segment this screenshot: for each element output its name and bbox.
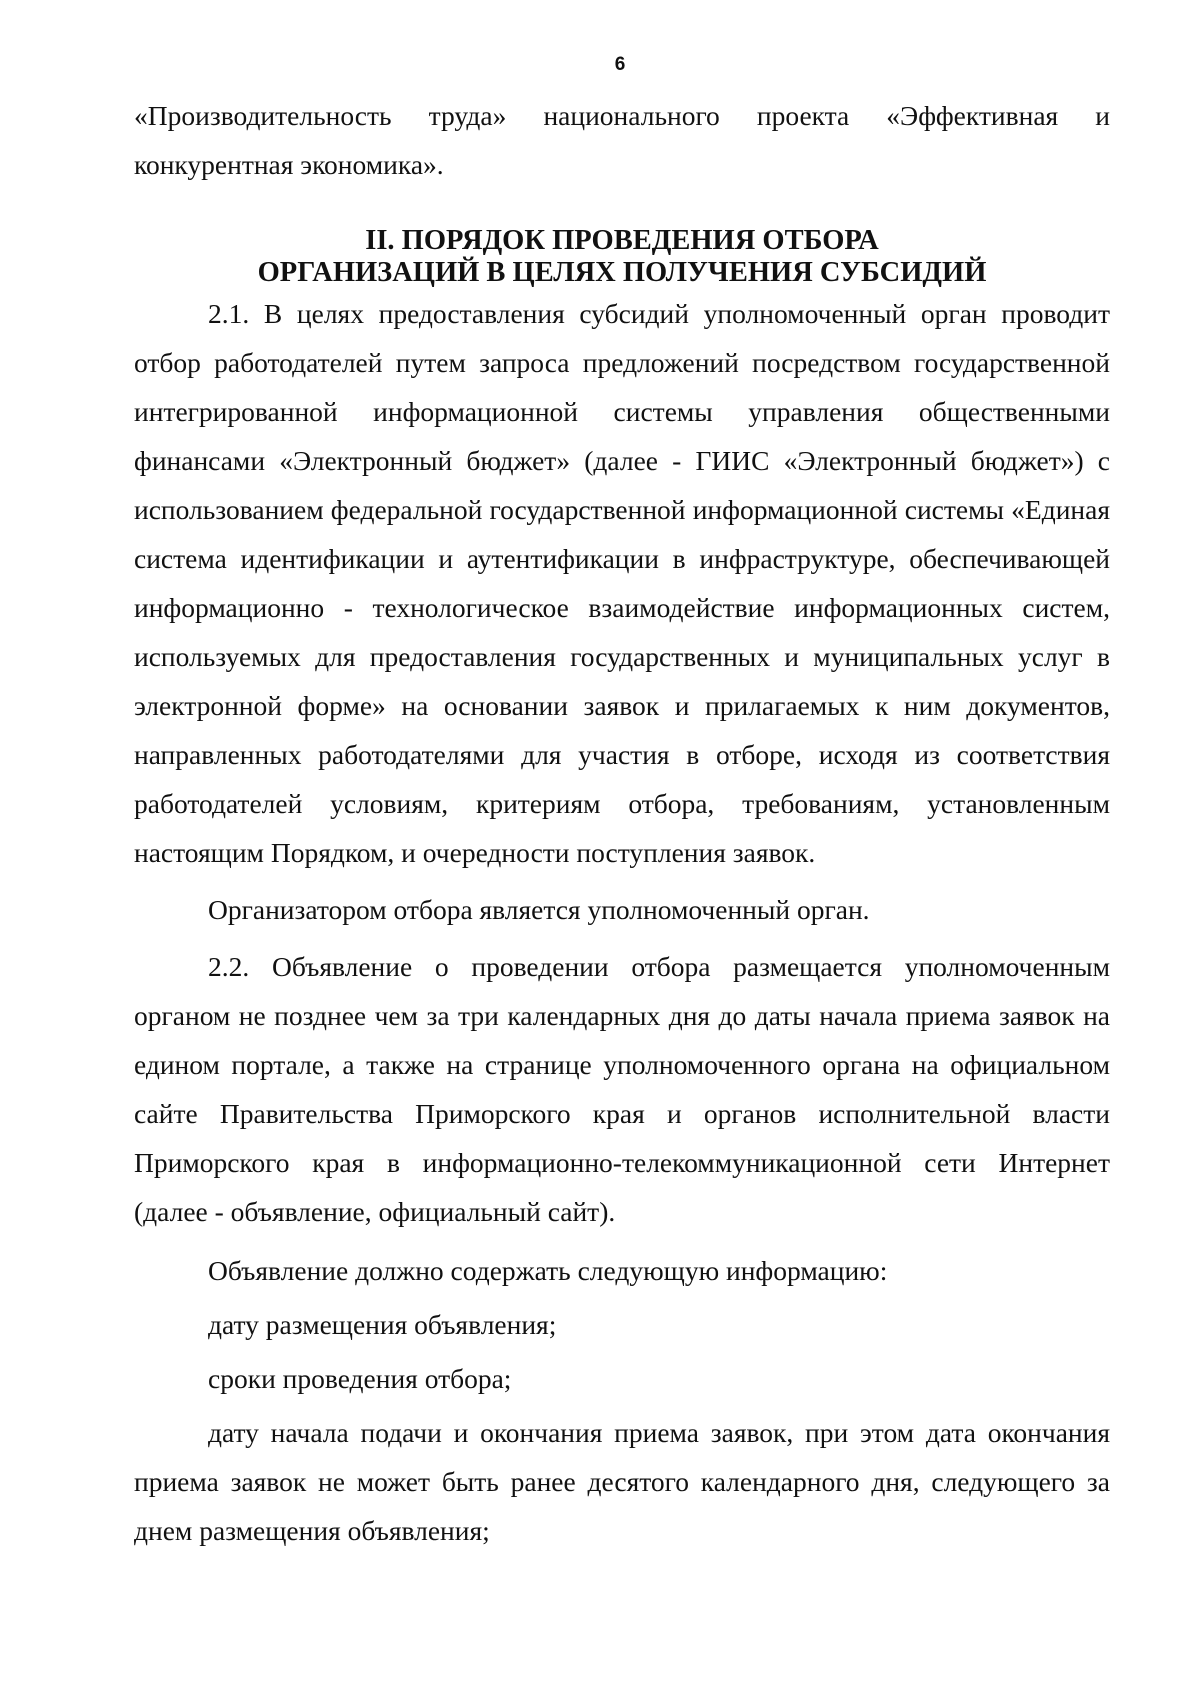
list-item-application-dates: дату начала подачи и окончания приема заявок, при этом дата окончания приема заявок не может быть ранее десятого календарного дня, следующего за днем размещения объявления; <box>134 1417 1110 1546</box>
list-item-posting-date: дату размещения объявления; <box>208 1309 557 1340</box>
list-item-selection-period: сроки проведения отбора; <box>208 1363 512 1394</box>
paragraph-2-2: 2.2. Объявление о проведении отбора размещается уполномоченным органом не позднее чем за три календарных дня до даты начала приема заявок на едином портале, а также на странице уполномоченного органа на официальном сайте Правительства Приморского края и органов исполнительной власти Приморского края в информационно-телекоммуникационной сети Интернет (далее - объявление, официальный сайт). <box>134 951 1110 1227</box>
paragraph-organizer: Организатором отбора является уполномоченный орган. <box>208 894 870 925</box>
page-number: 6 <box>614 54 626 75</box>
section-heading <box>134 225 1110 289</box>
section-heading-line-2: ОРГАНИЗАЦИЙ В ЦЕЛЯХ ПОЛУЧЕНИЯ СУБСИДИЙ <box>257 257 987 288</box>
continuation-paragraph: «Производительность труда» национального проекта «Эффективная и конкурентная экономика». <box>134 100 1110 180</box>
section-heading-line-1: II. ПОРЯДОК ПРОВЕДЕНИЯ ОТБОРА <box>365 225 879 256</box>
document-body <box>134 91 1110 1555</box>
paragraph-announcement-contents: Объявление должно содержать следующую информацию: <box>208 1255 888 1286</box>
paragraph-2-1: 2.1. В целях предоставления субсидий уполномоченный орган проводит отбор работодателей путем запроса предложений посредством государственной интегрированной информационной системы управления общественными финансами «Электронный бюджет» (далее - ГИИС «Электронный бюджет») с использованием федеральной государственной информационной системы «Единая система идентификации и аутентификации в инфраструктуре, обеспечивающей информационно - технологическое взаимодействие информационных систем, используемых для предоставления государственных и муниципальных услуг в электронной форме» на основании заявок и прилагаемых к ним документов, направленных работодателями для участия в отборе, исходя из соответствия работодателей условиям, критериям отбора, требованиям, установленным настоящим Порядком, и очередности поступления заявок. <box>134 298 1110 868</box>
